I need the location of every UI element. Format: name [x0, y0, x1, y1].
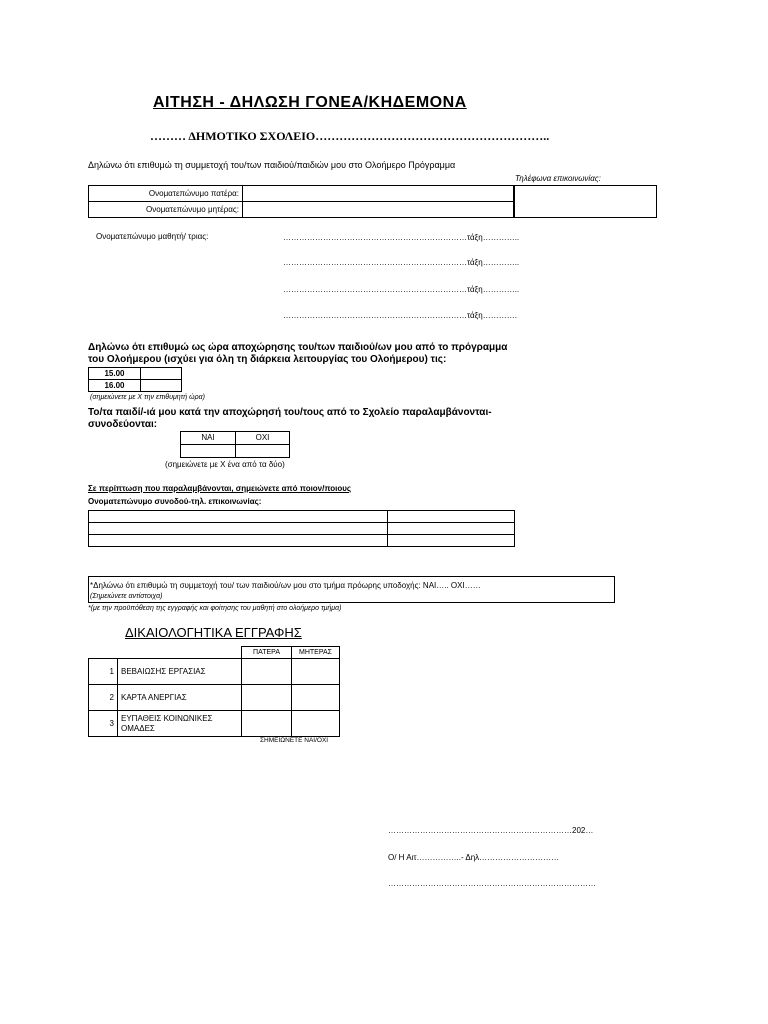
escort-statement-1: Το/τα παιδί/-ιά μου κατά την αποχώρησή του/τους από το Σχολείο παραλαμβάνονται-	[88, 407, 492, 418]
escort-details-table	[88, 510, 515, 547]
doc-row-2-num: 2	[89, 685, 118, 711]
doc-row-3-label-2: ΟΜΑΔΕΣ	[121, 723, 155, 733]
student-line-4[interactable]: ……………………………………………………………τάξη………….	[283, 311, 517, 320]
col-mother-header: ΜΗΤΕΡΑΣ	[292, 647, 340, 659]
doc-row-3-label-cell	[118, 711, 242, 737]
signature-date-line[interactable]: ……………………………………………………………202…	[388, 826, 594, 835]
departure-times-table	[88, 367, 182, 392]
escort-statement-2: συνοδεύονται:	[88, 419, 158, 430]
doc-row-1-label: ΒΕΒΑΙΩΣΗΣ ΕΡΓΑΣΙΑΣ	[118, 659, 242, 685]
col-father-header: ΠΑΤΕΡΑ	[242, 647, 292, 659]
phones-field[interactable]	[514, 185, 657, 218]
parents-table	[88, 185, 514, 218]
mother-label: Ονοματεπώνυμο μητέρας:	[89, 202, 243, 218]
escort-no-checkbox[interactable]	[236, 445, 290, 458]
phones-label: Τηλέφωνα επικοινωνίας:	[515, 174, 601, 183]
father-name-field[interactable]	[243, 186, 514, 202]
student-label: Ονοματεπώνυμο μαθητή/ τριας:	[96, 232, 209, 241]
escort-no-label: ΟΧΙ	[236, 432, 290, 445]
signature-role-line[interactable]: Ο/ Η Αιτ……………..- Δηλ…………………………	[388, 853, 560, 862]
doc-row-2-mother-field[interactable]	[292, 685, 340, 711]
doc-row-3-label: ΕΥΠΑΘΕΙΣ ΚΟΙΝΩΝΙΚΕΣ	[121, 714, 213, 724]
preschool-sub-note: (Σημειώνετε αντίστοιχα)	[90, 593, 163, 600]
signature-line[interactable]: ……………………………………………………………………	[388, 879, 596, 888]
doc-row-3-mother-field[interactable]	[292, 711, 340, 737]
preschool-statement: *Δηλώνω ότι επιθυμώ τη συμμετοχή του/ των παιδιού/ων μου στο τμήμα πρόωρης υποδοχής: ΝΑΙ….. ΟΧΙ……	[90, 581, 481, 590]
intro-statement: Δηλώνω ότι επιθυμώ τη συμμετοχή του/των παιδιού/παιδιών μου στο Ολοήμερο Πρόγραμμα	[88, 160, 456, 170]
escort-phone-field-2[interactable]	[388, 523, 515, 535]
escort-phone-field-1[interactable]	[388, 511, 515, 523]
escort-name-field-1[interactable]	[89, 511, 388, 523]
doc-row-3-num: 3	[89, 711, 118, 737]
escort-details-label: Ονοματεπώνυμο συνοδού-τηλ. επικοινωνίας:	[88, 497, 262, 506]
escort-name-field-2[interactable]	[89, 523, 388, 535]
documents-table	[88, 646, 340, 737]
time-option-1600: 16.00	[89, 380, 141, 392]
time-checkbox-1600[interactable]	[141, 380, 182, 392]
escort-yes-checkbox[interactable]	[181, 445, 236, 458]
doc-row-2-label: ΚΑΡΤΑ ΑΝΕΡΓΙΑΣ	[118, 685, 242, 711]
escort-name-field-3[interactable]	[89, 535, 388, 547]
student-line-1[interactable]: ……………………………………………………………τάξη…………..	[283, 233, 520, 242]
father-label: Ονοματεπώνυμο πατέρα:	[89, 186, 243, 202]
documents-note: ΣΗΜΕΙΩΝΕΤΕ ΝΑΙ/ΟΧΙ	[260, 737, 329, 744]
documents-heading: ΔΙΚΑΙΟΛΟΓΗΤΙΚΑ ΕΓΓΡΑΦΗΣ	[125, 625, 302, 640]
escort-yes-no-table	[180, 431, 290, 458]
time-option-1500: 15.00	[89, 368, 141, 380]
departure-statement-2: του Ολοήμερου (ισχύει για όλη τη διάρκεια λειτουργίας του Ολοήμερου) τις:	[88, 354, 447, 365]
escort-yes-label: ΝΑΙ	[181, 432, 236, 445]
school-name-line: ……… ΔΗΜΟΤΙΚΟ ΣΧΟΛΕΙΟ…………………………………………………..	[150, 129, 550, 143]
doc-row-2-father-field[interactable]	[242, 685, 292, 711]
doc-row-3-father-field[interactable]	[242, 711, 292, 737]
doc-row-1-num: 1	[89, 659, 118, 685]
mother-name-field[interactable]	[243, 202, 514, 218]
escort-note: (σημειώνετε με Χ ένα από τα δύο)	[165, 460, 285, 469]
student-line-2[interactable]: ……………………………………………………………τάξη…………..	[283, 258, 520, 267]
doc-row-1-father-field[interactable]	[242, 659, 292, 685]
student-line-3[interactable]: ……………………………………………………………τάξη…………..	[283, 285, 520, 294]
escort-phone-field-3[interactable]	[388, 535, 515, 547]
escort-details-heading: Σε περίπτωση που παραλαμβάνονται, σημειώνετε από ποιον/ποιους	[88, 484, 352, 493]
preschool-footnote: *(με την προϋπόθεση της εγγραφής και φοίτησης του μαθητή στο ολοήμερο τμήμα)	[88, 605, 342, 612]
form-title: ΑΙΤΗΣΗ - ΔΗΛΩΣΗ ΓΟΝΕΑ/ΚΗΔΕΜΟΝΑ	[153, 94, 467, 111]
departure-statement-1: Δηλώνω ότι επιθυμώ ως ώρα αποχώρησης του/των παιδιού/ων μου από το πρόγραμμα	[88, 342, 508, 353]
doc-row-1-mother-field[interactable]	[292, 659, 340, 685]
time-checkbox-1500[interactable]	[141, 368, 182, 380]
departure-note: (σημειώνετε με Χ την επιθυμητή ώρα)	[90, 394, 205, 401]
